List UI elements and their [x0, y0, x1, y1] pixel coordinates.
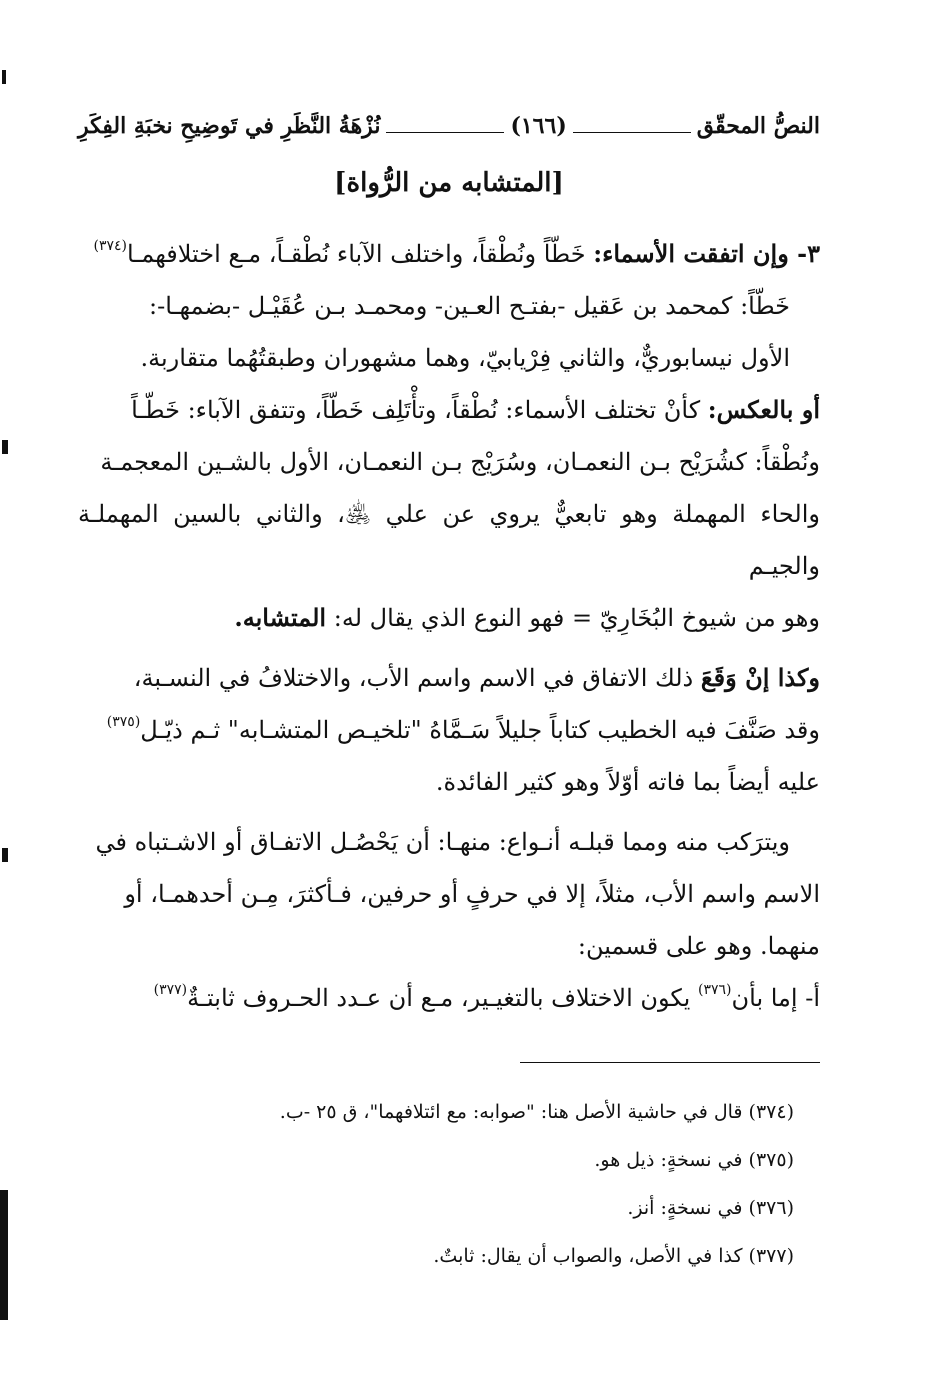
scan-edge-mark-lower	[2, 848, 8, 862]
bold-lead: وكذا إنْ وَقَعَ	[700, 663, 820, 692]
footnote: (٣٧٧) كذا في الأصل، والصواب أن يقال: ثابتٌ.	[433, 1245, 794, 1267]
paragraph-line: وقد صَنَّفَ فيه الخطيب كتاباً جليلاً سَـمَّاهُ "تلخيـص المتشـابه" ثـم ذيّـل$^{(٣٧٥)}$	[106, 714, 820, 744]
footnote-ref: (٣٧٦)	[698, 982, 732, 998]
paragraph-line: منهما. وهو على قسمين:	[577, 932, 820, 960]
footnote-ref: (٣٧٤)	[93, 238, 127, 254]
paragraph-line: أ- إما بأن$^{(٣٧٦)}$ يكون الاختلاف بالتغيـير، مـع أن عـدد الحـروف ثابتـةٌ$^{(٣٧٧)}$	[153, 982, 820, 1012]
bold-lead: أو بالعكس:	[707, 395, 820, 424]
paragraph-line: وكذا إنْ وَقَعَ ذلك الاتفاق في الاسم واسم الأب، والاختلافُ في النسـبة،	[133, 663, 820, 692]
footnote: (٣٧٤) قال في حاشية الأصل هنا: "صوابه: مع ائتلافهما"، ق ٢٥ -ب.	[279, 1101, 794, 1123]
footnote: (٣٧٦) في نسخةٍ: أنز.	[627, 1197, 794, 1219]
paragraph-line: أو بالعكس: كأنْ تختلف الأسماء: نُطْقاً، وتأْتَلِف خَطّاً، وتتفق الآباء: خَطّـاً	[131, 395, 820, 424]
paragraph-line: الاسم واسم الأب، مثلاً، إلا في حرفٍ أو حرفين، فـأكثرَ، مِـن أحدهمـا، أو	[124, 880, 820, 908]
footnote: (٣٧٥) في نسخةٍ: ذيل هو.	[594, 1149, 794, 1171]
page-number: (١٦٦)	[510, 113, 567, 139]
footnotes	[78, 1088, 820, 1280]
header-left-title: نُزْهَةُ النَّظَرِ في تَوضِيحِ نخبَةِ الفِكَرِ	[78, 113, 381, 139]
paragraph-line: ٣- وإن اتفقت الأسماء: خَطّاً ونُطْقاً، واختلف الآباء نُطْقـاً، مـع اختلافهمـا$^{(٣٧٤)}$	[93, 238, 820, 268]
paragraph-line: والحاء المهملة وهو تابعيٌّ يروي عن علي ﵁، والثاني بالسين المهملـة والجيـم	[78, 500, 820, 580]
paragraph-line: عليه أيضاً بما فاته أوّلاً وهو كثير الفائدة.	[435, 768, 820, 796]
paragraph-line: وهو من شيوخ البُخَارِيّ = فهو النوع الذي يقال له: المتشابه.	[234, 603, 820, 632]
bold-term: المتشابه.	[234, 603, 327, 632]
paragraph-line: ويترَكب منه ومما قبلـه أنـواع: منهـا: أن يَحْصُـل الاتفـاق أو الاشـتباه في	[95, 828, 790, 856]
paragraph-line: الأول نيسابوريٌّ، والثاني فِرْيابيّ، وهما مشهوران وطبقتُهُما متقاربة.	[140, 344, 790, 372]
scan-edge-mark-middle	[2, 440, 8, 454]
header-rule-left	[386, 132, 504, 133]
main-text	[78, 228, 820, 1024]
paragraph-line: ونُطْقاً: كشُرَيْح بـن النعمـان، وسُرَيْج بـن النعمـان، الأول بالشـين المعجمـة	[100, 448, 820, 476]
book-page	[78, 0, 820, 1389]
header-right-title: النصُّ المحقّق	[696, 113, 820, 139]
scan-edge-mark-top	[2, 70, 6, 84]
footnote-ref: (٣٧٧)	[153, 982, 188, 998]
footnote-divider	[520, 1062, 820, 1063]
section-title: [المتشابه من الرُّواة]	[334, 168, 564, 198]
bold-lead: ٣- وإن اتفقت الأسماء:	[593, 239, 820, 268]
header-rule-right	[573, 132, 691, 133]
scan-edge-bar-bottom	[0, 1190, 8, 1320]
footnote-ref: (٣٧٥)	[106, 714, 141, 730]
running-header	[78, 108, 820, 144]
paragraph-line: خَطّاً: كمحمد بن عَقيل -بفتـح العـين- ومحمـد بـن عُقَيْـل -بضمهـا-:	[149, 292, 790, 320]
